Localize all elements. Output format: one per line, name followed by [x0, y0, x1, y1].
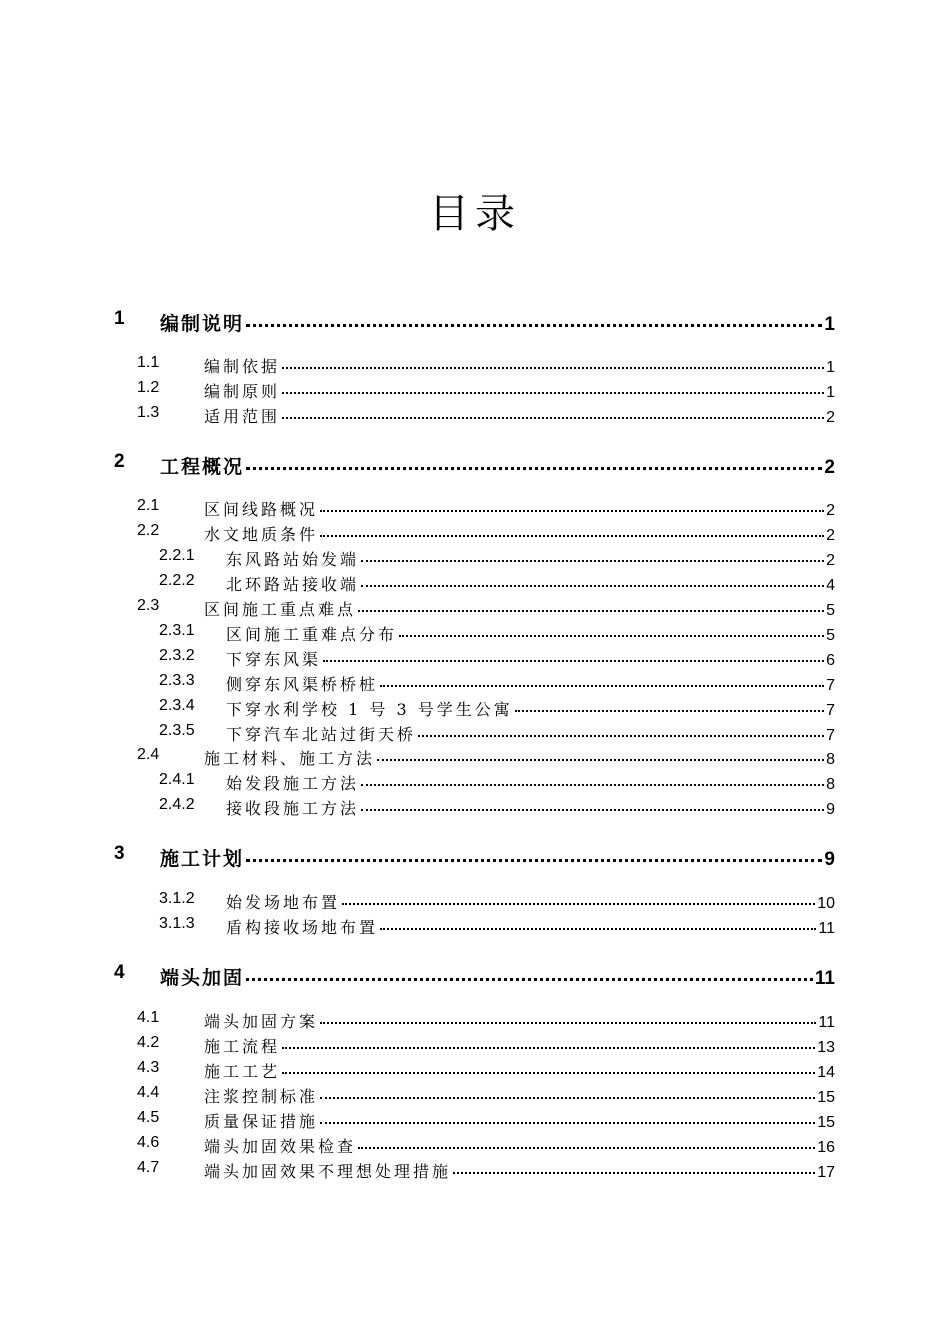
toc-entry-page: 11: [818, 1014, 835, 1031]
toc-entry-title: 适用范围: [204, 407, 281, 426]
toc-entry-title: 施工工艺: [204, 1062, 281, 1081]
toc-entry-page: 1: [826, 384, 835, 401]
toc-entry-page: 8: [826, 751, 835, 768]
toc-dot-leader: [361, 569, 824, 587]
toc-entry-number: 3.1.3: [159, 915, 195, 932]
toc-entry[interactable]: [0, 722, 950, 745]
toc-dot-leader: [377, 743, 824, 761]
toc-entry-page: 1: [826, 359, 835, 376]
toc-entry-number: 2.3.2: [159, 647, 195, 664]
toc-entry-title: 编制说明: [160, 313, 245, 335]
toc-title: 目录: [429, 191, 521, 237]
toc-dot-leader: [320, 494, 824, 512]
toc-entry-page: 15: [817, 1089, 835, 1106]
toc-entry-page: 2: [826, 409, 835, 426]
toc-dot-leader: [515, 694, 824, 712]
toc-entry-number: 2.1: [137, 497, 160, 514]
toc-entry[interactable]: [0, 1159, 950, 1182]
toc-dot-leader: [282, 1031, 815, 1049]
toc-entry-number: 4.1: [137, 1009, 160, 1026]
toc-entry-page: 17: [817, 1164, 835, 1181]
toc-dot-leader: [399, 619, 824, 637]
toc-entry[interactable]: [0, 962, 950, 990]
toc-entry-page: 5: [826, 627, 835, 644]
toc-dot-leader: [342, 887, 815, 905]
toc-dot-leader: [361, 544, 824, 562]
toc-entry-title: 区间施工重难点分布: [226, 625, 398, 644]
toc-dot-leader: [282, 351, 824, 369]
toc-entry[interactable]: [0, 1034, 950, 1057]
toc-entry-number: 2.2.1: [159, 547, 195, 564]
toc-entry-title: 端头加固方案: [204, 1012, 319, 1031]
toc-entry-title: 端头加固效果不理想处理措施: [204, 1162, 452, 1181]
toc-entry[interactable]: [0, 354, 950, 377]
toc-entry-page: 2: [824, 457, 835, 478]
toc-entry-number: 1.1: [137, 354, 160, 371]
toc-entry-page: 10: [817, 895, 835, 912]
toc-entry-page: 11: [818, 920, 835, 937]
toc-entry-title: 端头加固效果检查: [204, 1137, 357, 1156]
toc-entry-page: 4: [826, 577, 835, 594]
toc-entry-page: 14: [817, 1064, 835, 1081]
toc-entry[interactable]: [0, 451, 950, 479]
toc-entry[interactable]: [0, 915, 950, 938]
toc-entry-number: 2.4.2: [159, 796, 195, 813]
toc-entry-number: 2.2: [137, 522, 160, 539]
toc-entry-number: 4.4: [137, 1084, 160, 1101]
toc-entry-title: 北环路站接收端: [226, 575, 360, 594]
toc-entry-page: 16: [817, 1139, 835, 1156]
toc-dot-leader: [453, 1156, 815, 1174]
toc-entry-page: 6: [826, 652, 835, 669]
toc-entry-page: 11: [814, 968, 835, 989]
toc-entry-page: 8: [826, 776, 835, 793]
toc-entry-number: 4.6: [137, 1134, 160, 1151]
toc-entry-title: 编制原则: [204, 382, 281, 401]
toc-dot-leader: [246, 959, 813, 981]
toc-entry[interactable]: [0, 746, 950, 769]
toc-dot-leader: [418, 719, 824, 737]
toc-entry-title: 编制依据: [204, 357, 281, 376]
toc-entry-page: 5: [826, 602, 835, 619]
toc-entry-number: 2.3.3: [159, 672, 195, 689]
toc-entry-title: 接收段施工方法: [226, 799, 360, 818]
toc-entry-number: 4.3: [137, 1059, 160, 1076]
toc-entry-number: 2.3.1: [159, 622, 195, 639]
toc-entry[interactable]: [0, 497, 950, 520]
toc-dot-leader: [282, 1056, 815, 1074]
toc-entry-title: 施工计划: [160, 848, 245, 870]
toc-entry-number: 2.4.1: [159, 771, 195, 788]
toc-entry-page: 7: [826, 727, 835, 744]
toc-entry-title: 端头加固: [160, 967, 245, 989]
toc-entry-number: 2.2.2: [159, 572, 195, 589]
toc-entry-number: 1.2: [137, 379, 160, 396]
toc-entry-title: 质量保证措施: [204, 1112, 319, 1131]
toc-entry-number: 2: [114, 451, 125, 472]
toc-dot-leader: [361, 793, 824, 811]
toc-entry[interactable]: [0, 1134, 950, 1157]
toc-entry[interactable]: [0, 547, 950, 570]
toc-entry-title: 下穿东风渠: [226, 650, 322, 669]
toc-entry-title: 水文地质条件: [204, 525, 319, 544]
toc-entry-title: 盾构接收场地布置: [226, 918, 379, 937]
toc-entry[interactable]: [0, 796, 950, 819]
toc-dot-leader: [320, 1006, 816, 1024]
toc-entry-number: 1: [114, 308, 125, 329]
toc-entry-page: 9: [824, 849, 835, 870]
toc-dot-leader: [323, 644, 824, 662]
toc-entry-page: 7: [826, 702, 835, 719]
toc-entry-number: 4.7: [137, 1159, 160, 1176]
toc-entry[interactable]: [0, 890, 950, 913]
toc-entry-title: 工程概况: [160, 456, 245, 478]
toc-entry[interactable]: [0, 572, 950, 595]
toc-dot-leader: [246, 840, 822, 862]
toc-entry-title: 始发段施工方法: [226, 774, 360, 793]
toc-entry-title: 区间线路概况: [204, 500, 319, 519]
toc-entry[interactable]: [0, 522, 950, 545]
toc-dot-leader: [358, 594, 824, 612]
toc-entry-title: 始发场地布置: [226, 893, 341, 912]
toc-entry[interactable]: [0, 1009, 950, 1032]
toc-entry-title: 下穿汽车北站过街天桥: [226, 725, 417, 744]
toc-dot-leader: [320, 519, 824, 537]
toc-entry-page: 2: [826, 552, 835, 569]
toc-dot-leader: [320, 1081, 815, 1099]
toc-dot-leader: [282, 401, 824, 419]
toc-entry-number: 2.4: [137, 746, 160, 763]
toc-entry-page: 9: [826, 801, 835, 818]
toc-dot-leader: [380, 669, 824, 687]
toc-entry-number: 4.5: [137, 1109, 160, 1126]
toc-entry-title: 东风路站始发端: [226, 550, 360, 569]
toc-entry-page: 13: [817, 1039, 835, 1056]
toc-entry[interactable]: [0, 308, 950, 336]
toc-dot-leader: [320, 1106, 815, 1124]
toc-entry-title: 施工材料、施工方法: [204, 749, 376, 768]
toc-entry[interactable]: [0, 622, 950, 645]
toc-entry-page: 7: [826, 677, 835, 694]
toc-entry-title: 施工流程: [204, 1037, 281, 1056]
toc-entry-title: 下穿水利学校 1 号 3 号学生公寓: [226, 700, 513, 719]
toc-dot-leader: [282, 376, 824, 394]
toc-dot-leader: [358, 1131, 815, 1149]
toc-entry[interactable]: [0, 697, 950, 720]
toc-entry-title: 注浆控制标准: [204, 1087, 319, 1106]
toc-entry-page: 2: [826, 527, 835, 544]
toc-entry-number: 3.1.2: [159, 890, 195, 907]
toc-dot-leader: [361, 768, 824, 786]
toc-dot-leader: [246, 448, 822, 470]
toc-entry[interactable]: [0, 379, 950, 402]
toc-entry[interactable]: [0, 647, 950, 670]
toc-entry[interactable]: [0, 771, 950, 794]
toc-entry-number: 3: [114, 843, 125, 864]
toc-entry-page: 2: [826, 502, 835, 519]
toc-entry[interactable]: [0, 1059, 950, 1082]
toc-entry-number: 4.2: [137, 1034, 160, 1051]
toc-entry[interactable]: [0, 672, 950, 695]
toc-entry-page: 1: [824, 314, 835, 335]
toc-entry[interactable]: [0, 1084, 950, 1107]
toc-entry-title: 区间施工重点难点: [204, 600, 357, 619]
toc-entry-number: 4: [114, 962, 125, 983]
toc-entry[interactable]: [0, 843, 950, 871]
toc-dot-leader: [246, 305, 822, 327]
toc-entry[interactable]: [0, 404, 950, 427]
toc-entry-number: 2.3.4: [159, 697, 195, 714]
toc-entry-page: 15: [817, 1114, 835, 1131]
toc-entry[interactable]: [0, 597, 950, 620]
toc-entry-title: 侧穿东风渠桥桥桩: [226, 675, 379, 694]
toc-entry[interactable]: [0, 1109, 950, 1132]
toc-dot-leader: [380, 912, 816, 930]
toc-entry-number: 1.3: [137, 404, 160, 421]
toc-entry-number: 2.3.5: [159, 722, 195, 739]
toc-entry-number: 2.3: [137, 597, 160, 614]
